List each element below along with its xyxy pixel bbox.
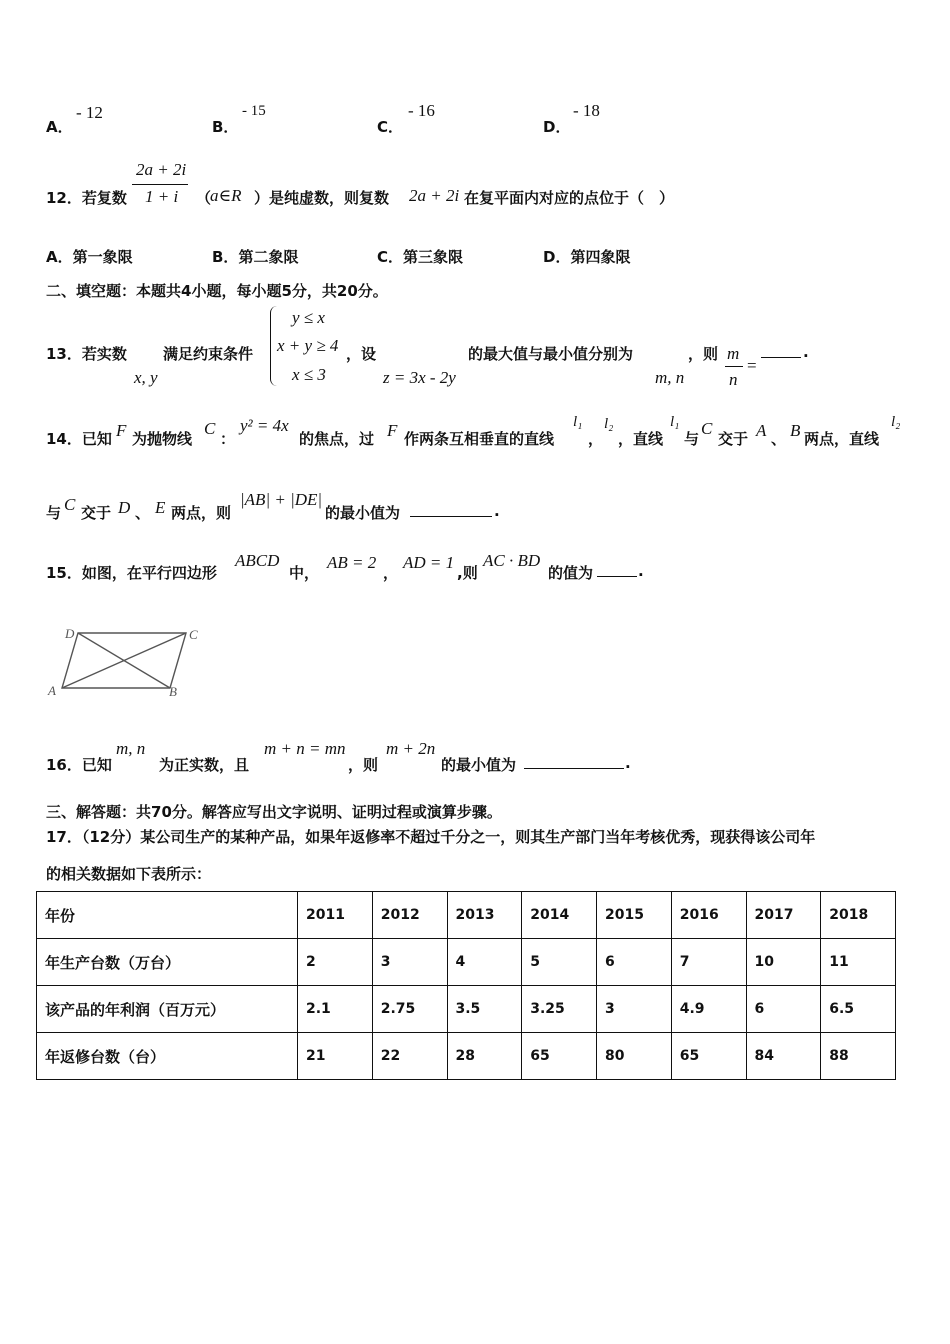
q15-abcd: ABCD: [235, 551, 280, 570]
q14-colon: ：: [220, 430, 236, 448]
table-cell: 11: [821, 939, 896, 986]
q14-line-l1-2: l₁: [670, 414, 680, 430]
table-cell: 22: [372, 1033, 447, 1080]
q15-part4: 的值为: [548, 564, 594, 582]
q14-part4: 作两条互相垂直的直线: [404, 430, 555, 448]
q14-focus-f: F: [116, 421, 127, 440]
q12-option-b-text: 第二象限: [238, 248, 299, 266]
table-cell: 84: [746, 1033, 821, 1080]
q14-part7: 交于: [718, 430, 749, 448]
q12-option-a-text: 第一象限: [72, 248, 133, 266]
q15-part1: 15．如图，在平行四边形: [46, 564, 217, 582]
q14-answer-blank[interactable]: [410, 502, 492, 517]
q13-equals: =: [747, 356, 757, 375]
q12-frac-bar: [132, 184, 188, 185]
q13-part1: 13．若实数: [46, 345, 127, 363]
q13-constraint-2: x + y ≥ 4: [277, 336, 339, 355]
q11-option-a-value: - 12: [76, 103, 103, 122]
q12-option-b-letter: B．: [212, 248, 239, 266]
q15-answer-blank[interactable]: [597, 562, 637, 577]
q14-part2: 为抛物线: [132, 430, 193, 448]
q11-option-a-letter: A．: [46, 118, 73, 136]
q11-option-d-letter: D．: [543, 118, 571, 136]
q13-constraint-3: x ≤ 3: [292, 365, 326, 384]
q12-option-c-letter: C．: [377, 248, 404, 266]
data-table: [36, 891, 896, 1080]
q14-point-e: E: [155, 498, 166, 517]
q14-line-l2-2: l₂: [891, 414, 901, 430]
table-row: [37, 986, 896, 1033]
q13-part4: 的最大值与最小值分别为: [468, 345, 634, 363]
q13-answer-blank[interactable]: [761, 343, 801, 358]
table-cell: 2016: [671, 892, 746, 939]
q15-ad: AD = 1: [403, 553, 455, 572]
vertex-c-label: C: [189, 627, 198, 642]
table-row-label: 年返修台数（台）: [37, 1033, 298, 1080]
q12-option-c-text: 第三象限: [403, 248, 464, 266]
table-cell: 88: [821, 1033, 896, 1080]
q16-vars: m, n: [116, 739, 146, 758]
vertex-a-label: A: [48, 683, 56, 698]
table-row-label: 该产品的年利润（百万元）: [37, 986, 298, 1033]
table-cell: 2017: [746, 892, 821, 939]
q14-point-d: D: [118, 498, 131, 517]
q14-dun-2: 、: [135, 504, 151, 522]
vertex-d-label: D: [65, 626, 75, 641]
q12-option-a-letter: A．: [46, 248, 73, 266]
q12-number: 12．若复数: [46, 189, 127, 207]
section-3-heading: 三、解答题：共70分。解答应写出文字说明、证明过程或演算步骤。: [46, 803, 502, 821]
q13-constraint-1: y ≤ x: [292, 308, 325, 327]
q15-ab: AB = 2: [327, 553, 377, 572]
table-cell: 3: [372, 939, 447, 986]
table-cell: 2.1: [298, 986, 373, 1033]
q14-curve-c-3: C: [64, 495, 76, 514]
q11-option-c-value: - 16: [408, 101, 435, 120]
q14-part8: 两点，直线: [804, 430, 880, 448]
table-cell: 65: [671, 1033, 746, 1080]
q14-point-b: B: [790, 421, 801, 440]
table-cell: 2.75: [372, 986, 447, 1033]
q13-mn: m, n: [655, 368, 685, 387]
table-cell: 2018: [821, 892, 896, 939]
table-row-label: 年生产台数（万台）: [37, 939, 298, 986]
table-cell: 7: [671, 939, 746, 986]
q12-paren-open: （: [196, 189, 212, 207]
table-cell: 2012: [372, 892, 447, 939]
q14-part3: 的焦点，过: [299, 430, 375, 448]
table-row: [37, 1033, 896, 1080]
table-cell: 6: [746, 986, 821, 1033]
q16-expression: m + 2n: [386, 739, 436, 758]
q15-end: .: [638, 562, 644, 580]
q13-end: .: [803, 343, 809, 361]
q13-part5: ，则: [688, 345, 719, 363]
diagonal-bd: [78, 633, 170, 688]
q14-part6: 与: [684, 430, 700, 448]
q14-part5: ，直线: [618, 430, 664, 448]
q15-part2: 中，: [289, 564, 320, 582]
q13-frac-bar: [725, 366, 743, 367]
section-2-heading: 二、填空题：本题共4小题，每小题5分，共20分。: [46, 282, 388, 300]
table-row-label: 年份: [37, 892, 298, 939]
q14-line-l2: l₂: [604, 416, 614, 432]
q15-dot-product: AC · BD: [483, 551, 541, 570]
table-header-row: [37, 892, 896, 939]
q13-part2: 满足约束条件: [163, 345, 254, 363]
q12-condition: a∈R: [210, 186, 242, 205]
q14-line2-part3: 两点，则: [171, 504, 232, 522]
q11-option-d-value: - 18: [573, 101, 600, 120]
q13-brace: [270, 306, 277, 386]
q15-part3: ,则: [457, 564, 478, 582]
q12-frac-numerator: 2a + 2i: [136, 160, 187, 179]
q14-dun: 、: [771, 430, 787, 448]
q16-part2: 为正实数，且: [159, 756, 250, 774]
q15-comma: ，: [383, 564, 399, 582]
table-cell: 3: [597, 986, 672, 1033]
q16-end: .: [625, 754, 631, 772]
q12-tail: 在复平面内对应的点位于（ ）: [464, 189, 675, 207]
table-row: [37, 939, 896, 986]
q17-line1: 17．（12分）某公司生产的某种产品，如果年返修率不超过千分之一，则其生产部门当年考核优秀，现获得该公司年: [46, 828, 816, 846]
table-cell: 2: [298, 939, 373, 986]
q13-frac-denominator: n: [729, 370, 738, 389]
q12-option-d-text: 第四象限: [570, 248, 631, 266]
table-cell: 2014: [522, 892, 597, 939]
q13-frac-numerator: m: [727, 344, 740, 363]
q14-point-a: A: [756, 421, 767, 440]
table-cell: 2011: [298, 892, 373, 939]
q17-line2: 的相关数据如下表所示：: [46, 865, 212, 883]
q14-end: .: [494, 502, 500, 520]
q14-line2-part4: 的最小值为: [325, 504, 401, 522]
q16-part4: 的最小值为: [441, 756, 517, 774]
table-cell: 80: [597, 1033, 672, 1080]
q11-option-b-value: - 15: [242, 103, 266, 119]
vertex-b-label: B: [169, 684, 177, 699]
q14-parabola-eq: y² = 4x: [240, 416, 289, 435]
parallelogram-figure: [40, 620, 210, 705]
q13-vars: x, y: [134, 368, 158, 387]
q16-answer-blank[interactable]: [524, 754, 624, 769]
q16-part1: 16．已知: [46, 756, 112, 774]
q12-frac-denominator: 1 + i: [145, 187, 179, 206]
table-cell: 4: [447, 939, 522, 986]
q13-objective: z = 3x - 2y: [383, 368, 456, 387]
table-cell: 2015: [597, 892, 672, 939]
q11-option-b-letter: B．: [212, 118, 239, 136]
table-cell: 4.9: [671, 986, 746, 1033]
table-cell: 6: [597, 939, 672, 986]
table-cell: 3.25: [522, 986, 597, 1033]
q11-option-c-letter: C．: [377, 118, 404, 136]
table-cell: 5: [522, 939, 597, 986]
q13-part3: ，设: [346, 345, 377, 363]
q12-option-d-letter: D．: [543, 248, 571, 266]
q14-curve-c-2: C: [701, 419, 713, 438]
table-cell: 21: [298, 1033, 373, 1080]
q16-part3: ，则: [348, 756, 379, 774]
q14-abs-expression: |AB| + |DE|: [240, 490, 323, 509]
table-cell: 10: [746, 939, 821, 986]
table-cell: 2013: [447, 892, 522, 939]
table-cell: 3.5: [447, 986, 522, 1033]
q14-line2-part1: 与: [46, 504, 62, 522]
q16-condition: m + n = mn: [264, 739, 346, 758]
q14-line-l1: l₁: [573, 414, 583, 430]
q12-paren-close: ）是纯虚数，则复数: [254, 189, 390, 207]
table-cell: 28: [447, 1033, 522, 1080]
q14-line2-part2: 交于: [81, 504, 112, 522]
table-cell: 65: [522, 1033, 597, 1080]
table-cell: 6.5: [821, 986, 896, 1033]
q12-expression: 2a + 2i: [409, 186, 460, 205]
q14-part1: 14．已知: [46, 430, 112, 448]
q14-comma: ，: [588, 430, 604, 448]
q14-focus-f-2: F: [387, 421, 398, 440]
q14-curve-c: C: [204, 419, 216, 438]
